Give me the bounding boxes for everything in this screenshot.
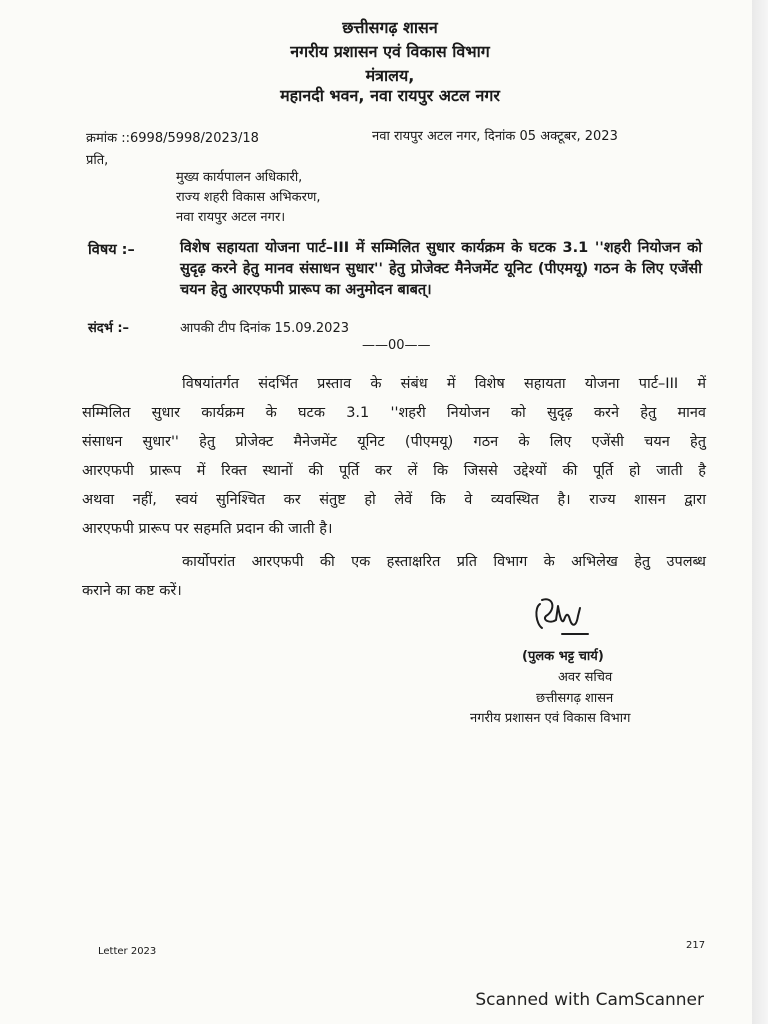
letter-number: क्रमांक ::6998/5998/2023/18 [86, 131, 259, 146]
paragraph-line: अथवा नहीं, स्वयं सुनिश्चित कर संतुष्ट हो लेवें कि वे व्यवस्थित है। राज्य शासन द्वारा [82, 492, 706, 508]
subject-label: विषय :– [88, 242, 135, 258]
footer-page-number: 217 [686, 940, 706, 951]
separator: ——00—— [362, 338, 431, 353]
paragraph-line: विषयांतर्गत संदर्भित प्रस्ताव के संबंध में विशेष सहायता योजना पार्ट–III में [182, 376, 706, 392]
page-edge-shadow [752, 0, 768, 1024]
paragraph-line: सम्मिलित सुधार कार्यक्रम के घटक 3.1 ''शहरी नियोजन को सुदृढ़ करने हेतु मानव [82, 405, 706, 421]
addressee-label: प्रति, [86, 153, 109, 168]
letter-place-date: नवा रायपुर अटल नगर, दिनांक 05 अक्टूबर, 2023 [372, 129, 618, 144]
header-department: नगरीय प्रशासन एवं विकास विभाग [290, 42, 490, 61]
header-address: महानदी भवन, नवा रायपुर अटल नगर [280, 86, 500, 105]
signatory-designation: अवर सचिव [558, 670, 613, 685]
handwritten-signature [532, 594, 592, 642]
addressee-line-1: मुख्य कार्यपालन अधिकारी, [176, 170, 303, 185]
body-paragraph-2 [82, 548, 706, 606]
paragraph-line: संसाधन सुधार'' हेतु प्रोजेक्ट मैनेजमेंट यूनिट (पीएमयू) गठन के लिए एजेंसी चयन हेतु [82, 434, 706, 450]
reference-text: आपकी टीप दिनांक 15.09.2023 [180, 321, 349, 336]
header-government: छत्तीसगढ़ शासन [342, 18, 438, 37]
paragraph-line: कार्योपरांत आरएफपी की एक हस्ताक्षरित प्रति विभाग के अभिलेख हेतु उपलब्ध [182, 554, 706, 570]
reference-label: संदर्भ :– [88, 321, 130, 336]
addressee-line-2: राज्य शहरी विकास अभिकरण, [176, 190, 321, 205]
paragraph-line: कराने का कष्ट करें। [82, 583, 182, 599]
body-paragraph-1 [82, 370, 706, 544]
signatory-org-department: नगरीय प्रशासन एवं विकास विभाग [470, 711, 631, 726]
footer-letter-label: Letter 2023 [98, 946, 157, 957]
header-ministry: मंत्रालय, [365, 66, 415, 85]
addressee-line-3: नवा रायपुर अटल नगर। [176, 210, 286, 225]
camscanner-watermark: Scanned with CamScanner [475, 990, 704, 1010]
subject-text: विशेष सहायता योजना पार्ट–III में सम्मिलित सुधार कार्यक्रम के घटक 3.1 ''शहरी नियोजन को सुदृढ़ करने हेतु मानव संसाधन सुधार'' हेतु प्रोजेक्ट मैनेजमेंट यूनिट (पीएमयू) गठन के लिए एजेंसी चयन हेतु आरएफपी प्रारूप का अनुमोदन बाबत्। [180, 240, 702, 298]
paragraph-line: आरएफपी प्रारूप में रिक्त स्थानों की पूर्ति कर लें कि जिससे उद्देश्यों की पूर्ति हो जाती है [82, 463, 706, 479]
paragraph-line: आरएफपी प्रारूप पर सहमति प्रदान की जाती है। [82, 521, 333, 537]
signatory-name: (पुलक भट्ट चार्य) [522, 649, 604, 664]
signatory-org-government: छत्तीसगढ़ शासन [536, 691, 614, 706]
